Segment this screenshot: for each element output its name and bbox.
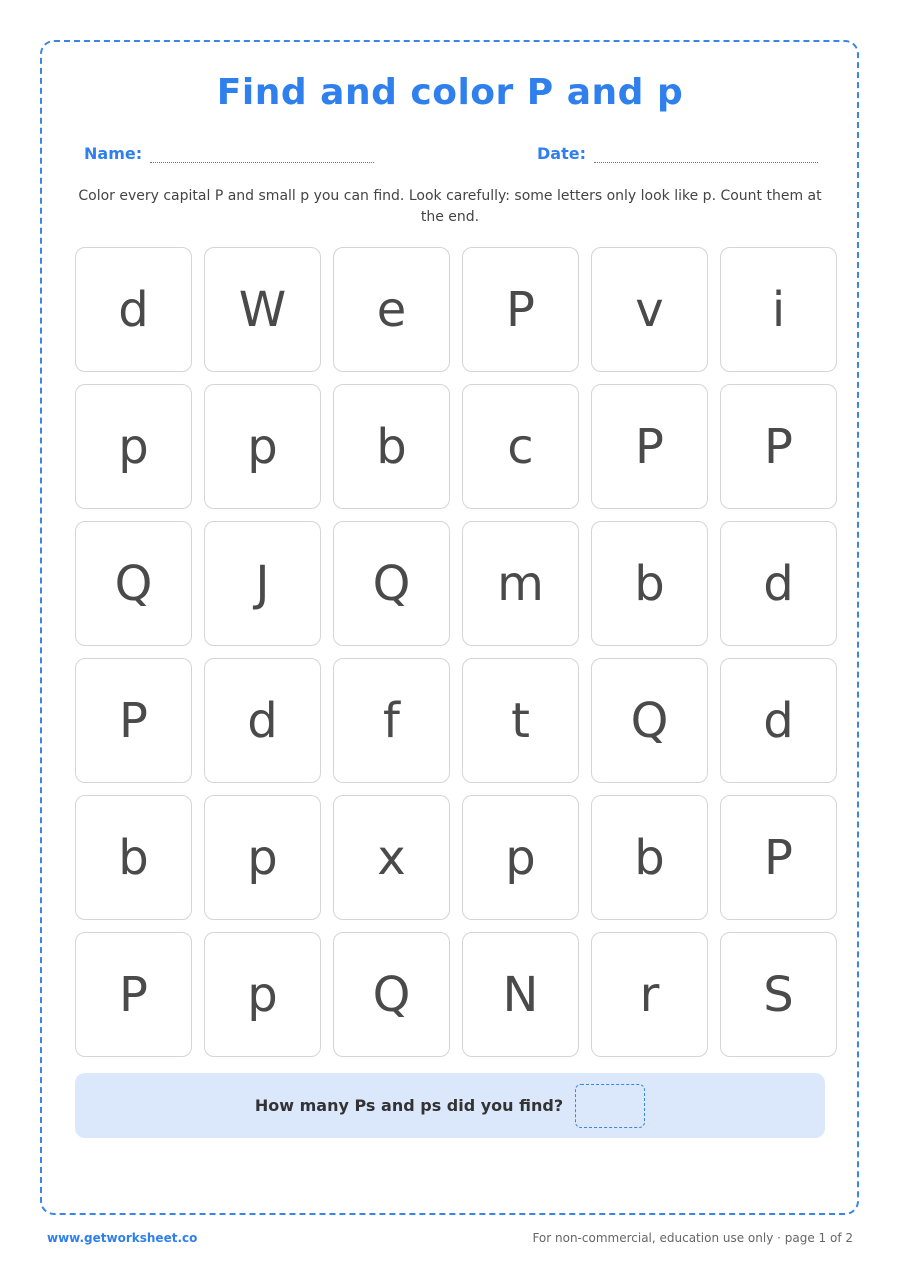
letter-cell[interactable]: b [591,795,708,920]
date-field[interactable] [537,143,818,163]
letter-cell[interactable]: v [591,247,708,372]
letter-cell[interactable]: p [462,795,579,920]
letter-cell[interactable]: Q [333,932,450,1057]
letter-cell[interactable]: d [720,658,837,783]
instructions: Color every capital P and small p you can find. Look carefully: some letters only look like p. Count them at the end. [78,188,822,225]
letter-cell[interactable]: p [75,384,192,509]
letter-cell[interactable]: P [720,795,837,920]
letter-cell[interactable]: t [462,658,579,783]
name-label: Name: [84,144,143,163]
footer-website[interactable]: www.getworksheet.co [47,1231,198,1245]
letter-cell[interactable]: P [720,384,837,509]
name-field[interactable] [84,143,374,163]
letter-cell[interactable]: N [462,932,579,1057]
letter-cell[interactable]: W [204,247,321,372]
letter-cell[interactable]: d [204,658,321,783]
letter-cell[interactable]: S [720,932,837,1057]
date-line[interactable] [594,148,818,163]
letter-cell[interactable]: Q [591,658,708,783]
name-line[interactable] [150,148,374,163]
letter-cell[interactable]: f [333,658,450,783]
footer-note: For non-commercial, education use only · page 1 of 2 [532,1231,853,1245]
answer-question: How many Ps and ps did you find? [254,1096,564,1115]
letter-cell[interactable]: b [591,521,708,646]
letter-cell[interactable]: P [462,247,579,372]
letter-cell[interactable]: d [720,521,837,646]
letter-cell[interactable]: i [720,247,837,372]
letter-cell[interactable]: x [333,795,450,920]
letter-cell[interactable]: J [204,521,321,646]
letter-cell[interactable]: P [75,658,192,783]
letter-cell[interactable]: b [75,795,192,920]
letter-cell[interactable]: Q [75,521,192,646]
worksheet-title: Find and color P and p [216,72,684,113]
date-label: Date: [537,144,586,163]
letter-cell[interactable]: P [75,932,192,1057]
letter-cell[interactable]: m [462,521,579,646]
letter-cell[interactable]: p [204,932,321,1057]
answer-panel [75,1073,825,1138]
letter-cell[interactable]: P [591,384,708,509]
letter-cell[interactable]: p [204,384,321,509]
letter-cell[interactable]: d [75,247,192,372]
letter-grid [75,247,838,1057]
letter-cell[interactable]: r [591,932,708,1057]
letter-cell[interactable]: c [462,384,579,509]
letter-cell[interactable]: p [204,795,321,920]
letter-cell[interactable]: Q [333,521,450,646]
letter-cell[interactable]: b [333,384,450,509]
letter-cell[interactable]: e [333,247,450,372]
answer-input-box[interactable] [575,1084,645,1128]
